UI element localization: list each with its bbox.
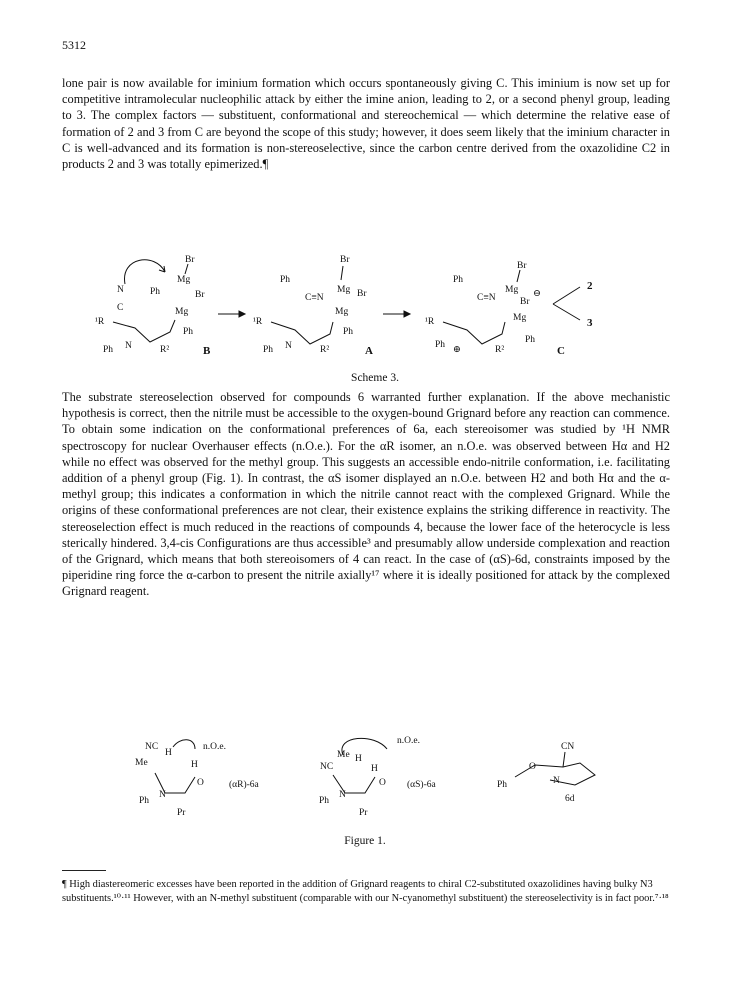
atom-label: H <box>191 760 198 770</box>
atom-label: Ph <box>139 796 150 806</box>
branch-arrow <box>553 304 580 320</box>
atom-label: Ph <box>343 327 354 337</box>
bond <box>517 270 520 282</box>
scheme-3-diagram <box>95 252 655 357</box>
atom-label: N <box>339 790 346 800</box>
atom-label: H <box>371 764 378 774</box>
product-label: 2 <box>587 280 593 292</box>
atom-label: Ph <box>525 335 536 345</box>
atom-label: C <box>117 303 124 313</box>
atom-label: Br <box>520 297 530 307</box>
atom-label: Ph <box>319 796 330 806</box>
atom-label: CN <box>561 742 575 752</box>
atom-label: Ph <box>103 345 114 355</box>
atom-label: Pr <box>177 808 186 818</box>
atom-label: Me <box>337 750 350 760</box>
figure-1-diagram <box>125 735 605 820</box>
atom-label: H <box>355 754 362 764</box>
atom-label: Br <box>357 289 367 299</box>
curly-arrow <box>125 260 165 284</box>
noe-arrow <box>173 740 195 749</box>
atom-label: ¹R <box>425 317 435 327</box>
atom-label: Ph <box>150 287 161 297</box>
compound-label: (αS)-6a <box>407 780 436 790</box>
compound-label: B <box>203 345 211 357</box>
footnote: ¶ High diastereomeric excesses have been reported in the addition of Grignard reagents to chiral C2-substituted oxazolidines having bulky N3 substituents.¹⁰·¹¹ However, with an N-methyl substituent (comparable with our N-cyanomethyl substituent) the stereoselectivity is in fact poor.⁷·¹⁸ <box>62 879 669 904</box>
ring-bond <box>113 320 175 342</box>
atom-label: O <box>197 778 204 788</box>
ring-bond <box>443 322 505 344</box>
body-paragraph: lone pair is now available for iminium formation which occurs spontaneously giving C. This iminium is now set up for competitive intramolecular nucleophilic attack by either the imine anion, leading to 2, or a second phenyl group, leading to 3. The complex factors — substituent, conformational and stereochemical — which determine the relative ease of formation of 2 and 3 from C are beyond the scope of this study; however, it does seem likely that the iminium character in C is well-advanced and its formation is non-stereoselective, since the carbon centre derived from the oxazolidine C2 in products 2 and 3 was totally epimerized.¶ <box>62 76 670 172</box>
atom-label: Br <box>195 290 205 300</box>
atom-label: Mg <box>513 313 527 323</box>
atom-label: Mg <box>337 285 351 295</box>
atom-label: ⊖ <box>533 289 541 299</box>
atom-label: Mg <box>177 275 191 285</box>
bond <box>341 266 343 280</box>
atom-label: R² <box>160 345 170 355</box>
compound-label: 6d <box>565 794 575 804</box>
atom-label: N <box>553 776 560 786</box>
atom-label: Ph <box>497 780 508 790</box>
atom-label: O <box>379 778 386 788</box>
atom-label: Br <box>340 255 350 265</box>
atom-label: N <box>159 790 166 800</box>
atom-label: ¹R <box>95 317 105 327</box>
structure-aR-6a <box>135 740 260 818</box>
branch-arrow <box>553 287 580 304</box>
atom-label: Mg <box>335 307 349 317</box>
atom-label: O <box>529 762 536 772</box>
structure-c <box>425 261 565 357</box>
structure-6d <box>497 742 595 804</box>
atom-label: N <box>117 285 124 295</box>
atom-label: Ph <box>183 327 194 337</box>
compound-label: C <box>557 345 565 357</box>
arrowhead <box>239 311 245 317</box>
scheme-caption: Scheme 3. <box>351 372 399 384</box>
structure-a <box>253 255 373 357</box>
page-number: 5312 <box>62 38 86 52</box>
atom-label: Br <box>517 261 527 271</box>
atom-label: C≡N <box>305 293 324 303</box>
bond <box>563 752 565 767</box>
bond <box>185 264 188 274</box>
atom-label: Ph <box>453 275 464 285</box>
compound-label: A <box>365 345 373 357</box>
atom-label: Pr <box>359 808 368 818</box>
atom-label: NC <box>320 762 334 772</box>
compound-label: (αR)-6a <box>229 780 259 790</box>
atom-label: Ph <box>435 340 446 350</box>
atom-label: N <box>125 341 132 351</box>
noe-label: n.O.e. <box>203 742 226 752</box>
atom-label: H <box>165 748 172 758</box>
atom-label: NC <box>145 742 159 752</box>
noe-label: n.O.e. <box>397 736 420 746</box>
atom-label: Br <box>185 255 195 265</box>
figure-caption: Figure 1. <box>344 835 386 847</box>
ring-bond <box>271 322 333 344</box>
body-paragraph: The substrate stereoselection observed for compounds 6 warranted further explanation. If the above mechanistic hypothesis is correct, then the nitrile must be accessible to the oxygen-bound Grignard before any reaction can commence. To obtain some indication on the conformational preferences of 6a, each stereoisomer was studied by ¹H NMR spectroscopy for nuclear Overhauser effects (n.O.e.). For the αR isomer, an n.O.e. was observed between Hα and H2 while no effect was observed for the methyl group. This suggests an accessible endo-nitrile conformation, i.e. facilitating addition of a phenyl group (Fig. 1). In contrast, the αS isomer displayed an n.O.e. between H2 and both Hα and the α-methyl group; this indicates a conformation in which the nitrile cannot react with the complexed Grignard. While the origins of these conformational preferences are not clear, their existence explains the striking difference in reactivity. The stereoselection effect is much reduced in the reactions of compounds 4, because the lower face of the heterocycle is less sterically hindered. 3,4-cis Configurations are thus accessible³ and presumably allow underside complexation and reaction of the Grignard, which means that both stereoisomers of 4 can react. In the case of (αS)-6d, constraints imposed by the piperidine ring force the α-carbon to present the nitrile axially¹⁷ where it is ideally positioned for attack by the complexed Grignard reagent. <box>62 390 670 599</box>
atom-label: Ph <box>280 275 291 285</box>
structure-b <box>95 255 211 357</box>
atom-label: N <box>285 341 292 351</box>
atom-label: Me <box>135 758 148 768</box>
structure-aS-6a <box>319 736 437 818</box>
atom-label: Mg <box>175 307 189 317</box>
atom-label: Mg <box>505 285 519 295</box>
product-label: 3 <box>587 317 593 329</box>
atom-label: ⊕ <box>453 345 461 355</box>
footnote-divider <box>62 870 106 871</box>
atom-label: R² <box>495 345 505 355</box>
atom-label: R² <box>320 345 330 355</box>
atom-label: Ph <box>263 345 274 355</box>
atom-label: C≡N <box>477 293 496 303</box>
arrowhead <box>404 311 410 317</box>
atom-label: ¹R <box>253 317 263 327</box>
